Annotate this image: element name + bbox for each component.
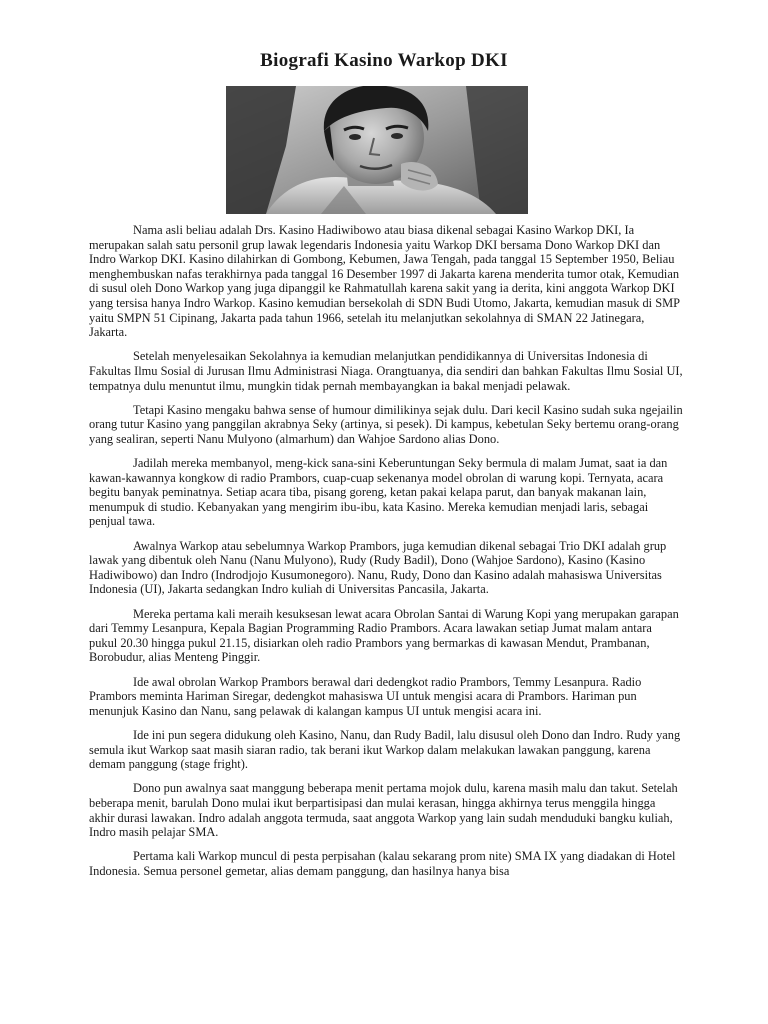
paragraph: Setelah menyelesaikan Sekolahnya ia kemudian melanjutkan pendidikannya di Universitas Indonesia di Fakultas Ilmu Sosial di Jurusan Ilmu Administrasi Niaga. Orangtuanya, dia sendiri dan bahkan Fakultas Ilmu Sosial UI, tempatnya dulu menuntut ilmu, mungkin tidak pernah membayangkan ia bakal menjadi pelawak. [89,349,683,393]
paragraph: Nama asli beliau adalah Drs. Kasino Hadiwibowo atau biasa dikenal sebagai Kasino Warkop DKI, Ia merupakan salah satu personil grup lawak legendaris Indonesia yaitu Warkop DKI bersama Dono Warkop DKI dan Indro Warkop DKI. Kasino dilahirkan di Gombong, Kebumen, Jawa Tengah, pada tanggal 15 September 1950, Beliau menghembuskan nafas terakhirnya pada tanggal 16 Desember 1997 di Jakarta karena menderita tumor otak, Kemudian di susul oleh Dono Warkop yang juga dipanggil ke Rahmatullah karena sakit yang ia derita, kini anggota Warkop DKI yang tersisa hanya Indro Warkop. Kasino kemudian bersekolah di SDN Budi Utomo, Jakarta, kemudian masuk di SMP yaitu SMPN 51 Cipinang, Jakarta pada tahun 1966, setelah itu melanjutkan sekolahnya di SMAN 22 Jatinegara, Jakarta. [89,223,680,340]
article-body [89,223,683,888]
paragraph: Ide awal obrolan Warkop Prambors berawal dari dedengkot radio Prambors, Temmy Lesanpura. Radio Prambors meminta Hariman Siregar, dedengkot mahasiswa UI untuk mengisi acara di Prambors. Hariman pun menunjuk Kasino dan Nanu, sang pelawak di kalangan kampus UI untuk mengisi acara ini. [89,674,642,718]
paragraph: Ide ini pun segera didukung oleh Kasino, Nanu, dan Rudy Badil, lalu disusul oleh Dono dan Indro. Rudy yang semula ikut Warkop saat masih siaran radio, tak berani ikut Warkop dalam melakukan lawakan panggung, karena demam panggung (stage fright). [89,727,681,772]
paragraph: Dono pun awalnya saat manggung beberapa menit pertama mojok dulu, karena masih malu dan takut. Setelah beberapa menit, barulah Dono mulai ikut berpartisipasi dan mulai kerasan, hingga akhirnya terus menggila hingga akhir durasi lawakan. Indro adalah anggota termuda, saat anggota Warkop yang lain sudah menduduki bangku kuliah, Indro masih pelajar SMA. [89,781,678,840]
paragraph: Tetapi Kasino mengaku bahwa sense of humour dimilikinya sejak dulu. Dari kecil Kasino sudah suka ngejailin orang tutur Kasino yang panggilan akrabnya Seky (artinya, si pesek). Di kampus, kebetulan Seky bertemu orang-orang yang sealiran, seperti Nanu Mulyono (almarhum) dan Wahjoe Sardono alias Dono. [89,402,683,446]
paragraph: Awalnya Warkop atau sebelumnya Warkop Prambors, juga kemudian dikenal sebagai Trio DKI adalah grup lawak yang dibentuk oleh Nanu (Nanu Mulyono), Rudy (Rudy Badil), Dono (Wahjoe Sardono), Kasino (Kasino Hadiwibowo) dan Indro (Indrodjojo Kusumonegoro). Nanu, Rudy, Dono dan Kasino adalah mahasiswa Universitas Indonesia (UI), Jakarta sedangkan Indro kuliah di Universitas Pancasila, Jakarta. [89,538,667,597]
portrait-photo [226,86,528,214]
paragraph: Pertama kali Warkop muncul di pesta perpisahan (kalau sekarang prom nite) SMA IX yang diadakan di Hotel Indonesia. Semua personel gemetar, alias demam panggung, dan hasilnya hanya bisa [89,849,676,878]
page-title: Biografi Kasino Warkop DKI [260,50,508,71]
paragraph: Jadilah mereka membanyol, meng-kick sana-sini Keberuntungan Seky bermula di malam Jumat, saat ia dan kawan-kawannya kongkow di radio Prambors, cuap-cuap sekenanya model obrolan di warung kopi. Ternyata, acara begitu banyak peminatnya. Setiap acara tiba, pisang goreng, ketan pakai kelapa parut, dan banyak makanan lain, menumpuk di studio. Kebanyakan yang mengirim ibu-ibu, kata Kasino. Mereka kemudian menjadi laris, sebagai penjual tawa. [89,456,668,529]
paragraph: Mereka pertama kali meraih kesuksesan lewat acara Obrolan Santai di Warung Kopi yang merupakan garapan dari Temmy Lesanpura, Kepala Bagian Programming Radio Prambors. Acara lawakan setiap Jumat malam antara pukul 20.30 hingga pukul 21.15, disiarkan oleh radio Prambors yang bermarkas di kawasan Mendut, Prambanan, Borobudur, alias Menteng Pinggir. [89,606,679,665]
